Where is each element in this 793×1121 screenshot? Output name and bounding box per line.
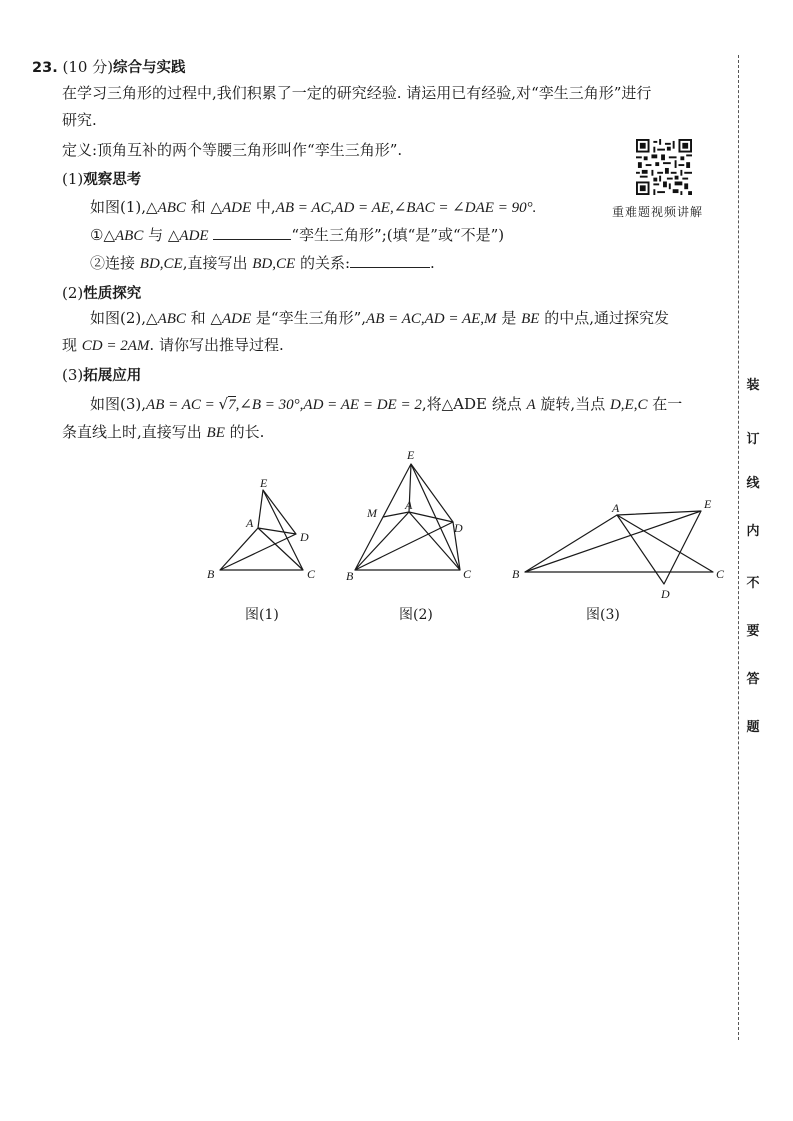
- p2-mid: 是: [496, 309, 522, 327]
- part1-prefix: 如图(1),: [90, 198, 147, 216]
- p3-l2-end: 的长.: [224, 423, 265, 441]
- p2-prefix: 如图(2),: [90, 309, 147, 327]
- qr-caption: 重难题视频讲解: [612, 205, 704, 219]
- fig2-label-d: D: [454, 521, 463, 535]
- fig2-label-a: A: [405, 498, 413, 512]
- fig3-label-e: E: [704, 497, 712, 511]
- q2-prefix: ②连接: [90, 254, 140, 272]
- sqrt-symbol: √: [218, 395, 229, 413]
- p3-sqrt-value: 7: [228, 397, 236, 413]
- p2-equation: CD = 2AM: [81, 338, 150, 354]
- p3-l2-prefix: 条直线上时,直接写出: [62, 423, 207, 441]
- q2-end: .: [430, 254, 435, 272]
- fig3-label-b: B: [512, 567, 520, 581]
- fig3-label-c: C: [716, 567, 725, 581]
- p3-prefix: 如图(3),: [90, 395, 147, 413]
- binding-char: 题: [746, 720, 760, 735]
- binding-char: 要: [746, 624, 760, 639]
- part3-title: 拓展应用: [83, 368, 142, 384]
- part3-label: (3): [62, 366, 84, 384]
- definition-text: 定义:顶角互补的两个等腰三角形叫作“孪生三角形”.: [62, 141, 403, 159]
- question-number: 23: [32, 60, 53, 76]
- q1-tri-ade: △ADE: [167, 228, 209, 244]
- p2-text: 是“孪生三角形”,: [251, 309, 367, 327]
- binding-line: [738, 55, 739, 1040]
- binding-char: 装: [746, 378, 760, 393]
- q1-tri-abc: △ABC: [103, 228, 144, 244]
- fig2-label-c: C: [463, 567, 472, 581]
- q1-mid: 与: [143, 226, 168, 244]
- p3-cond1: AB = AC =: [146, 397, 219, 413]
- part1-mid: 中,: [251, 198, 276, 216]
- part1-tri-ade: △ADE: [210, 200, 252, 216]
- figure-3-caption: 图(3): [586, 607, 620, 623]
- part1-title: 观察思考: [83, 172, 142, 188]
- fig2-label-e: E: [407, 448, 415, 462]
- figure-1-drawing: [220, 490, 303, 570]
- p2-tri2: △ADE: [210, 311, 252, 327]
- binding-char: 不: [746, 576, 760, 591]
- part1-tri-abc: △ABC: [146, 200, 186, 216]
- question-header: 23. (10 分)综合与实践: [32, 58, 186, 76]
- p2-tri1: △ABC: [146, 311, 186, 327]
- question-title: 综合与实践: [113, 60, 186, 76]
- fig1-label-e: E: [260, 476, 268, 490]
- fig3-label-d: D: [661, 587, 670, 601]
- q1-marker: ①: [90, 226, 104, 244]
- p3-point: A: [526, 397, 536, 413]
- question-points: (10 分): [62, 58, 114, 76]
- part1-conditions: AB = AC,AD = AE,∠BAC = ∠DAE = 90°.: [275, 200, 537, 216]
- figure-3-drawing: [525, 511, 713, 584]
- p3-end: 在一: [647, 395, 683, 413]
- binding-char: 答: [746, 672, 760, 687]
- part2-label: (2): [62, 284, 84, 302]
- p2-seg: BE: [521, 311, 540, 327]
- q1-text: “孪生三角形”;(填“是”或“不是”): [291, 226, 505, 244]
- part1-and: 和: [185, 198, 211, 216]
- binding-char: 订: [746, 432, 760, 447]
- p2-and: 和: [185, 309, 211, 327]
- figure-1-caption: 图(1): [245, 607, 279, 623]
- q2-segments-repeat: BD,CE: [252, 256, 296, 272]
- q2-text: 的关系:: [295, 254, 350, 272]
- p2-l2-prefix: 现: [62, 336, 82, 354]
- intro-line-1: 在学习三角形的过程中,我们积累了一定的研究经验. 请运用已有经验,对“孪生三角形”进行: [62, 84, 652, 102]
- fig1-label-d: D: [300, 530, 309, 544]
- q2-segments: BD,CE: [139, 256, 183, 272]
- figure-2-caption: 图(2): [399, 607, 433, 623]
- fig1-label-b: B: [207, 567, 215, 581]
- p2-end: 的中点,通过探究发: [539, 309, 669, 327]
- q2-mid: ,直接写出: [182, 254, 253, 272]
- binding-char: 线: [746, 476, 760, 491]
- p2-l2-end: . 请你写出推导过程.: [149, 336, 284, 354]
- fig3-label-a: A: [612, 501, 620, 515]
- fig1-label-a: A: [246, 516, 254, 530]
- fig2-label-m: M: [367, 506, 377, 520]
- binding-char: 内: [746, 524, 760, 539]
- p3-points: D,E,C: [609, 397, 648, 413]
- intro-line-2: 研究.: [62, 111, 97, 129]
- p3-mid: ,将△ADE 绕点: [421, 395, 527, 413]
- fig1-label-c: C: [307, 567, 316, 581]
- p3-l2-seg: BE: [206, 425, 225, 441]
- p3-rot: 旋转,当点: [535, 395, 610, 413]
- p3-cond2: ,∠B = 30°,AD = AE = DE = 2: [235, 397, 422, 413]
- part1-label: (1): [62, 170, 84, 188]
- part2-title: 性质探究: [83, 286, 142, 302]
- p2-cond: AB = AC,AD = AE,M: [366, 311, 497, 327]
- fig2-label-b: B: [346, 569, 354, 583]
